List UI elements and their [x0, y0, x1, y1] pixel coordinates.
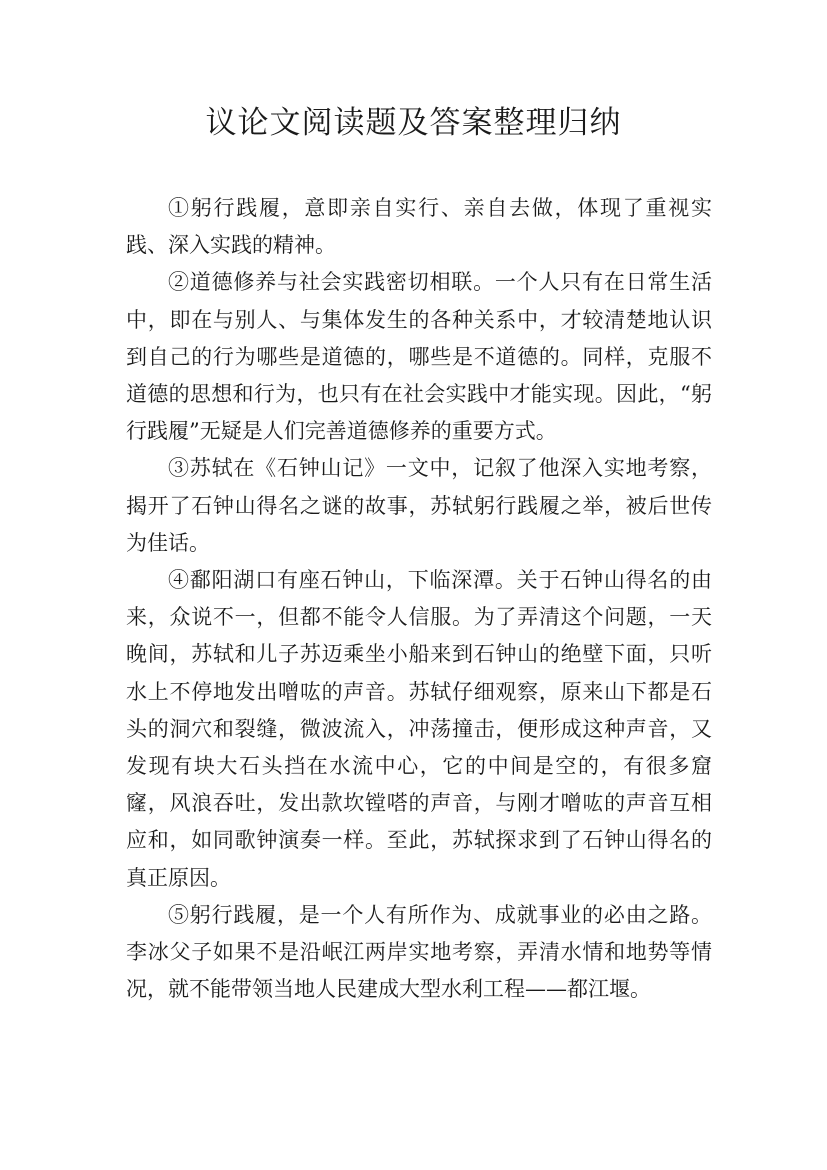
paragraph-1: ①躬行践履，意即亲自实行、亲自去做，体现了重视实践、深入实践的精神。 [126, 196, 712, 258]
paragraph-2: ②道德修养与社会实践密切相联。一个人只有在日常生活中，即在与别人、与集体发生的各种关系中，才较清楚地认识到自己的行为哪些是道德的，哪些是不道德的。同样，克服不道德的思想和行为，也只有在社会实践中才能实现。因此，“躬行践履”无疑是人们完善道德修养的重要方式。 [126, 270, 712, 444]
paragraph-5: ⑤躬行践履，是一个人有所作为、成就事业的必由之路。李冰父子如果不是沿岷江两岸实地考察，弄清水情和地势等情况，就不能带领当地人民建成大型水利工程——都江堰。 [126, 902, 712, 1002]
paragraph-4: ④鄱阳湖口有座石钟山，下临深潭。关于石钟山得名的由来，众说不一，但都不能令人信服。为了弄清这个问题，一天晚间，苏轼和儿子苏迈乘坐小船来到石钟山的绝壁下面，只听水上不停地发出噌吰的声音。苏轼仔细观察，原来山下都是石头的洞穴和裂缝，微波流入，冲荡撞击，便形成这种声音，又发现有块大石头挡在水流中心，它的中间是空的，有很多窟窿，风浪吞吐，发出款坎镗嗒的声音，与刚才噌吰的声音互相应和，如同歌钟演奏一样。至此，苏轼探求到了石钟山得名的真正原因。 [126, 568, 712, 890]
document-body [126, 190, 712, 1008]
document-title: 议论文阅读题及答案整理归纳 [205, 105, 622, 141]
paragraph-3: ③苏轼在《石钟山记》一文中，记叙了他深入实地考察，揭开了石钟山得名之谜的故事，苏轼躬行践履之举，被后世传为佳话。 [126, 456, 712, 555]
